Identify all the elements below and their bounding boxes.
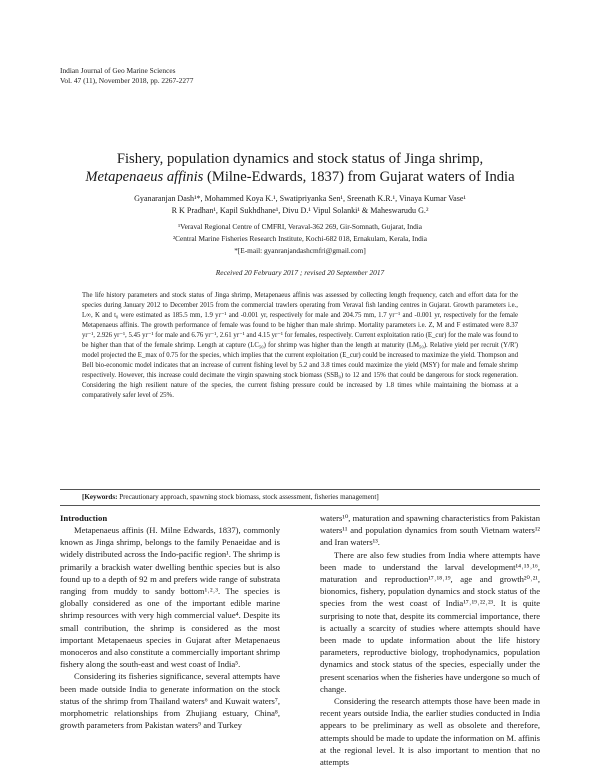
paper-title [60, 150, 540, 186]
keywords-label: [Keywords: [82, 493, 118, 501]
affiliation-1: ¹Veraval Regional Centre of CMFRI, Veraval-362 269, Gir-Somnath, Gujarat, India [177, 222, 423, 231]
affiliation-2: ²Central Marine Fisheries Research Institute, Kochi-682 018, Ernakulam, Kerala, India [172, 234, 428, 243]
intro-paragraph-4: Considering the research attempts those have been made in recent years outside India, the earlier studies conducted in India appears to be preliminary as well as obsolete and therefore, attempts should be made to update the information on M. affinis at the regional level. It is also important to mention that no attempts [320, 696, 540, 768]
title-line-2 [60, 168, 540, 186]
intro-paragraph-2: Considering its fisheries significance, several attempts have been made outside India to generate information on the stock status of the shrimp from Thailand waters⁶ and Kuwait waters⁷, morphometric relationships from Zhujiang estuary, China⁸, growth parameters from Pakistan waters⁹ and Turkey [60, 671, 280, 731]
keywords-text: Precautionary approach, spawning stock biomass, stock assessment, fisheries management] [117, 493, 379, 501]
keywords-top-rule [60, 489, 540, 490]
title-species: Metapenaeus affinis [85, 169, 204, 185]
journal-header [60, 66, 193, 86]
intro-paragraph-2-cont: waters¹⁰, maturation and spawning characteristics from Pakistan waters¹¹ and population dynamics from south Vietnam waters¹² and Iran waters¹³. [320, 513, 540, 548]
affiliations [60, 221, 540, 257]
intro-paragraph-3: There are also few studies from India where attempts have been made to understand the larval development¹⁴˒¹⁵˒¹⁶, maturation and reproduction¹⁷˒¹⁸˒¹⁹, age and growth²⁰˒²¹, bionomics, fishery, population dynamics and stock status of the species from the west coast of India¹⁷˒¹⁹˒²²˒²³. It is quite surprising to note that, despite its commercial importance, there is actually a scarcity of studies where attempts should have been made to update information about the life history parameters, reproductive biology, trophodynamics, population dynamics and stock status of the species, especially under the present scenarios when the fisheries have undergone so much of change. [320, 549, 540, 694]
authors-line-2: R K Pradhan¹, Kapil Sukhdhane¹, Divu D.¹ Vipul Solanki¹ & Maheswarudu G.² [171, 206, 429, 215]
journal-volume: Vol. 47 (11), November 2018, pp. 2267-2277 [60, 76, 194, 85]
authors-line-1: Gyanaranjan Dash¹*, Mohammed Koya K.¹, Swatipriyanka Sen¹, Sreenath K.R.¹, Vinaya Kumar Vase¹ [134, 194, 466, 203]
left-column [60, 512, 280, 731]
keywords-bottom-rule [60, 505, 540, 506]
abstract: The life history parameters and stock status of Jinga shrimp, Metapenaeus affinis was assessed by collecting length frequency, catch and effort data for the species during January 2012 to December 2015 from the commercial trawlers operating from Veraval fish landing centres in Gujarat. Growth parameters i.e., L∞, K and t₀ were estimated as 185.5 mm, 1.9 yr⁻¹ and -0.001 yr, respectively for male and 204.75 mm, 1.7 yr⁻¹ and -0.001 yr, respectively for the female Metapenaeus affinis. The growth performance of female was found to be higher than male shrimp. Mortality parameters i.e. Z, M and F estimated were 8.37 yr⁻¹, 2.926 yr⁻¹, 5.45 yr⁻¹ for male and 6.76 yr⁻¹, 2.61 yr⁻¹ and 4.15 yr⁻¹ for females, respectively. Current exploitation ratio (E_cur) for the male was found to be higher than that of the female shrimp. Length at capture (LC₅₀) for shrimp was higher than the length at maturity (LM₅₀). Relative yield per recruit (Y/R') model projected the E_max of 0.75 for the species, which implies that the current exploitation (E_cur) could be increased to maximize the yield. Thompson and Bell bio-economic model indicates that an increase of current fishing level by 5.2 and 3.8 times could maximize the yield (MSY) for male and female shrimp respectively. However, this increase could decimate the virgin spawning stock biomass (SSB₀) to 12 and 15% that could be dangerous for stock regeneration. Considering the high resilient nature of the species, the current fishing pressure could be increased by 1.8 times while maintaining the biomass at a comparatively safer level of 25%. [82, 292, 518, 400]
keywords [82, 493, 522, 501]
intro-paragraph-1: Metapenaeus affinis (H. Milne Edwards, 1837), commonly known as Jinga shrimp, belongs to the family Penaeidae and is widely distributed across the Indo-pacific region¹. The shrimp is primarily a brackish water dwelling benthic species but is also found up to a depth of 92 m and prefers wide range of substrata ranging from muddy to sandy bottom¹˒²˒³. The species is globally considered as one of the important edible marine shrimp resources with very high commercial value⁴. Despite its small contribution, the shrimp is considered as the most important Metapenaeus species in Gujarat after Metapenaeus monoceros and also constitute a commercially important shrimp fishery along the south-east and west coast of India⁵. [60, 525, 280, 670]
title-line-2-rest: (Milne-Edwards, 1837) from Gujarat waters of India [203, 169, 515, 185]
author-list [60, 193, 540, 217]
corresponding-email: *[E-mail: gyanranjandashcmfri@gmail.com] [234, 246, 366, 255]
received-dates: Received 20 February 2017 ; revised 20 September 2017 [215, 268, 385, 277]
right-column [320, 512, 540, 768]
section-heading-introduction: Introduction [60, 513, 108, 523]
journal-name: Indian Journal of Geo Marine Sciences [60, 66, 176, 75]
title-line-1: Fishery, population dynamics and stock status of Jinga shrimp, [116, 151, 484, 167]
